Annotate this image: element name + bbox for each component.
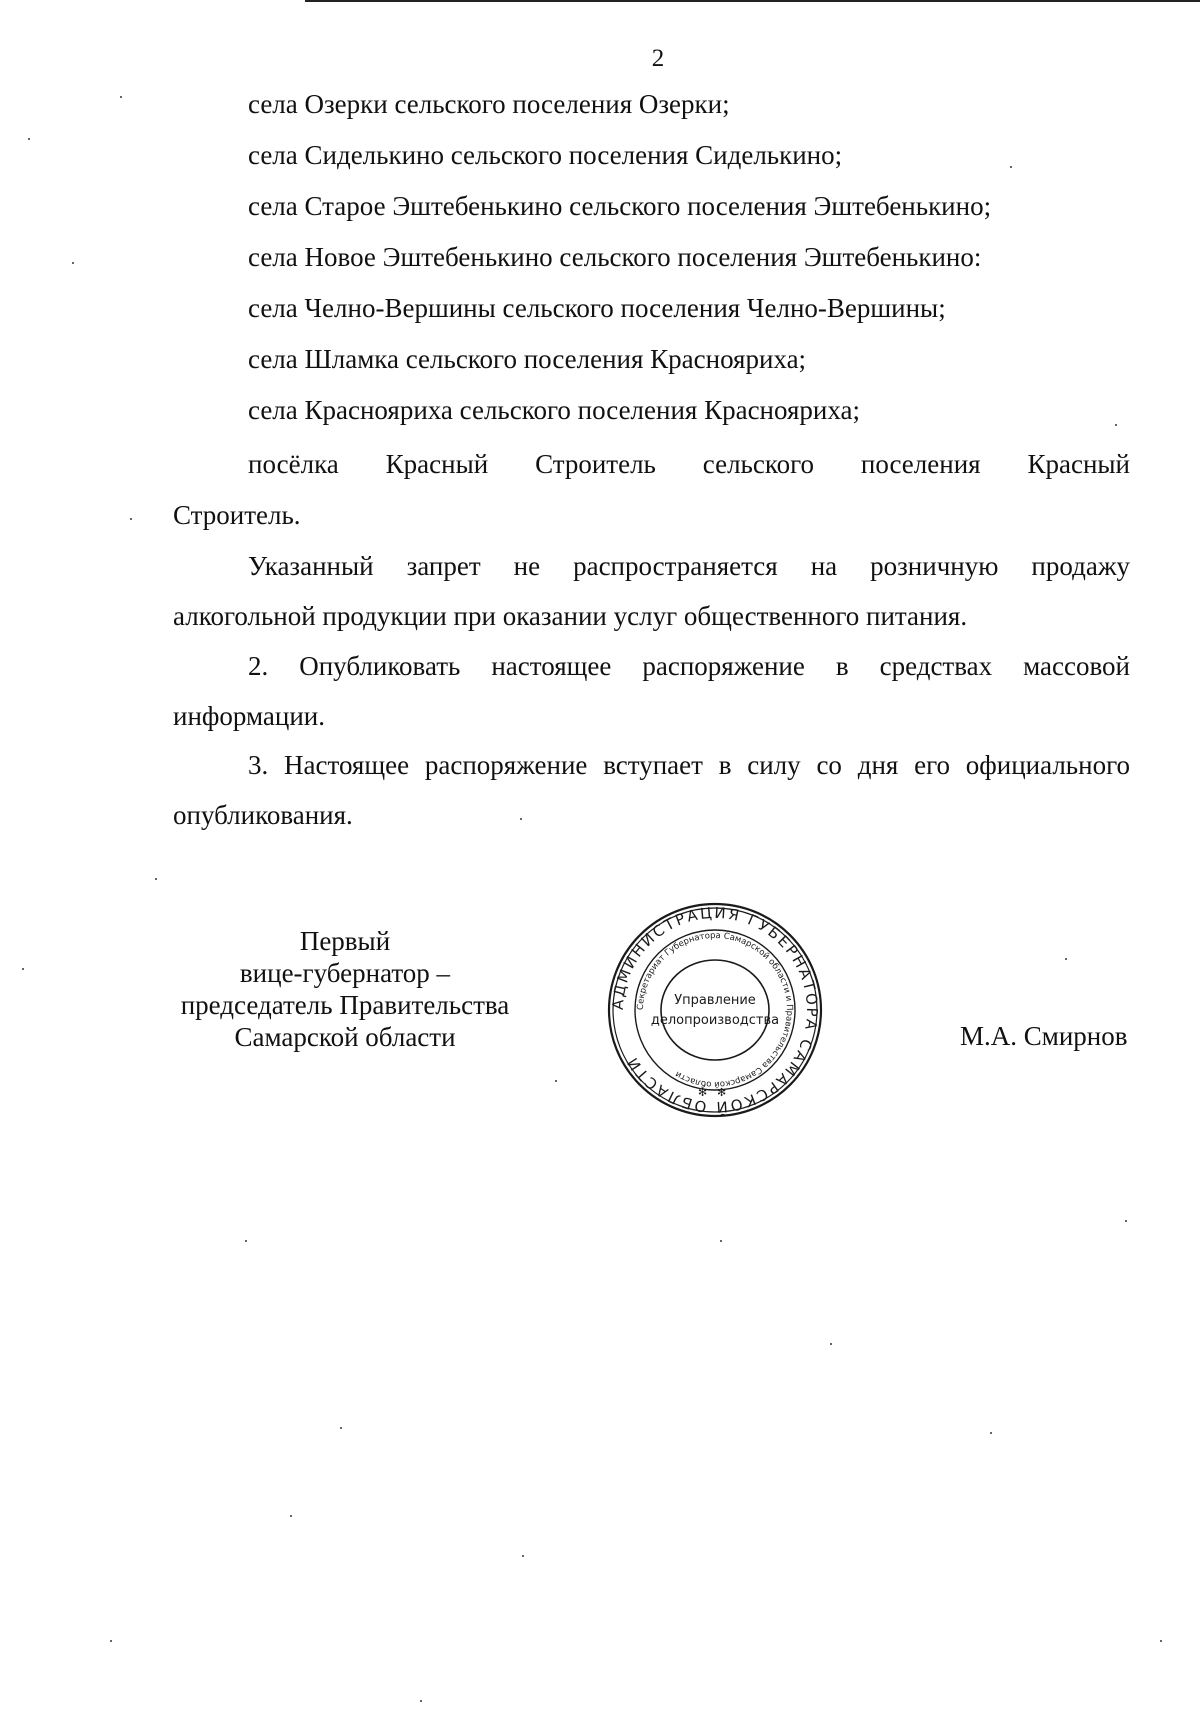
word: средствах — [879, 651, 993, 681]
seal-middle-ring — [635, 930, 795, 1090]
word: его — [914, 750, 950, 780]
list-item: села Озерки сельского поселения Озерки; — [248, 89, 730, 119]
svg-text:✻: ✻ — [698, 1086, 708, 1099]
list-item: села Шламка сельского поселения Краснояриха; — [248, 344, 807, 374]
list-item: села Челно-Вершины сельского поселения Челно-Вершины; — [248, 293, 946, 323]
scan-speck — [522, 1555, 524, 1557]
scan-speck — [120, 96, 122, 98]
scan-speck — [990, 1432, 992, 1434]
word: Строитель — [535, 449, 656, 479]
word: запрет — [406, 551, 481, 581]
word: массовой — [1023, 651, 1130, 681]
word: на — [810, 551, 838, 581]
word: 2. — [248, 651, 269, 681]
word: Указанный — [248, 551, 374, 581]
word: не — [513, 551, 541, 581]
word: 3. — [248, 750, 269, 780]
scan-speck — [420, 1700, 422, 1702]
word: посёлка — [248, 449, 339, 479]
scan-speck — [28, 138, 30, 140]
point-3-line2: опубликования. — [173, 800, 353, 830]
svg-text:✻: ✻ — [717, 1086, 727, 1099]
point-2-line2: информации. — [173, 701, 325, 731]
scan-speck — [72, 262, 74, 264]
scan-speck — [290, 1515, 292, 1517]
word: Красный — [385, 449, 489, 479]
exception-paragraph-line2: алкогольной продукции при оказании услуг общественного питания. — [173, 601, 968, 631]
word: распоряжение — [642, 651, 805, 681]
word: Настоящее — [284, 750, 410, 780]
svg-text:АДМИНИСТРАЦИЯ ГУБЕРНАТОРА САМА: АДМИНИСТРАЦИЯ ГУБЕРНАТОРА САМАРСКОЙ ОБЛАСТИ — [608, 903, 822, 1117]
scan-speck — [340, 1427, 342, 1429]
word: розничную — [870, 551, 999, 581]
word: силу — [747, 750, 801, 780]
scan-speck — [130, 518, 132, 520]
word: Опубликовать — [299, 651, 461, 681]
exception-paragraph-line1 — [248, 550, 1130, 582]
page-number: 2 — [651, 45, 665, 72]
word: распространяется — [573, 551, 778, 581]
seal-inner-ring — [661, 960, 769, 1060]
list-item: села Старое Эштебенькино сельского поселения Эштебенькино; — [248, 191, 992, 221]
scan-speck — [720, 1240, 722, 1242]
word: в — [718, 750, 732, 780]
word: сельского — [702, 449, 814, 479]
point-2-line1 — [248, 650, 1130, 682]
svg-text:Управление: Управление — [674, 993, 756, 1008]
scan-speck — [830, 1343, 832, 1345]
word: распоряжение — [424, 750, 588, 780]
scan-speck — [1125, 1220, 1127, 1222]
list-item-posyolok-line1 — [248, 448, 1130, 480]
word: продажу — [1031, 551, 1130, 581]
signatory-position-line: вице-губернатор – — [239, 958, 451, 988]
word: официального — [965, 750, 1130, 780]
scan-speck — [110, 1640, 112, 1642]
scan-speck — [245, 1240, 247, 1242]
scan-speck — [1065, 958, 1067, 960]
signatory-position-line: председатель Правительства — [180, 990, 510, 1020]
list-item-posyolok-line2: Строитель. — [173, 500, 301, 530]
scan-speck — [520, 818, 522, 820]
list-item: села Новое Эштебенькино сельского поселения Эштебенькино: — [248, 242, 982, 272]
word: вступает — [603, 750, 703, 780]
scan-speck — [555, 1080, 557, 1082]
list-item: села Краснояриха сельского поселения Краснояриха; — [248, 395, 860, 425]
scan-speck — [155, 878, 157, 880]
word: в — [835, 651, 849, 681]
word: настоящее — [491, 651, 612, 681]
word: дня — [857, 750, 899, 780]
top-border-line — [305, 0, 1200, 2]
scan-speck — [1010, 166, 1012, 168]
svg-text:делопроизводства: делопроизводства — [650, 1013, 780, 1028]
svg-text:Секретариат Губернатора Самарс: Секретариат Губернатора Самарской области и Правительства Самарской области — [635, 930, 795, 1090]
point-3-line1 — [248, 749, 1130, 781]
signatory-position-line: Самарской области — [234, 1022, 456, 1052]
scan-speck — [22, 968, 24, 970]
word: Красный — [1027, 449, 1130, 479]
word: поселения — [860, 449, 981, 479]
list-item: села Сиделькино сельского поселения Сиделькино; — [248, 140, 843, 170]
scan-speck — [1160, 1640, 1162, 1642]
signatory-position-line: Первый — [299, 926, 391, 956]
official-seal-stamp — [600, 900, 830, 1120]
signatory-name: М.А. Смирнов — [960, 1021, 1128, 1051]
word: со — [816, 750, 842, 780]
scan-speck — [1115, 424, 1117, 426]
signatory-position — [150, 925, 540, 1053]
